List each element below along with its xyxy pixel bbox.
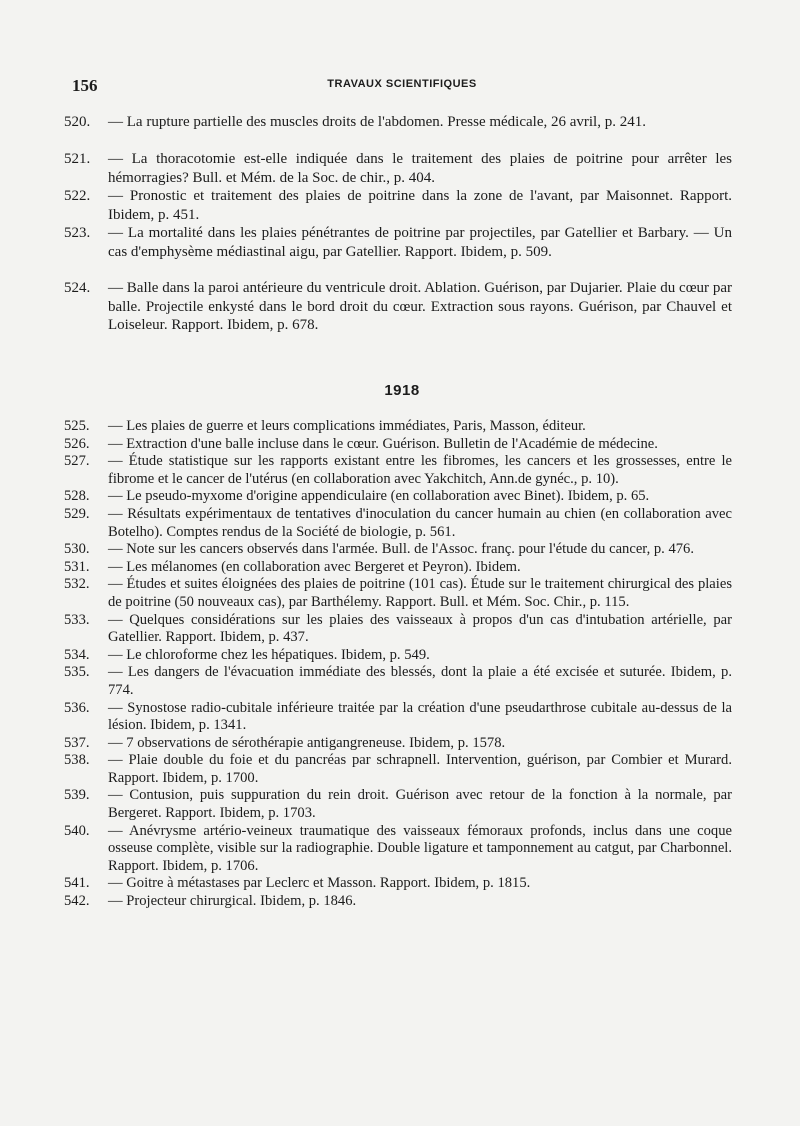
bibliography-entry — [64, 752, 732, 787]
entries-1918-section — [64, 418, 732, 911]
bibliography-entry — [64, 488, 732, 506]
bibliography-entry — [64, 576, 732, 611]
entry-number: 538. — [64, 752, 90, 769]
entry-number: 528. — [64, 488, 90, 505]
entry-number: 521. — [64, 151, 91, 167]
bibliography-entry — [64, 435, 732, 454]
entry-number: 535. — [64, 664, 90, 681]
running-title: TRAVAUX SCIENTIFIQUES — [327, 78, 477, 90]
entry-number: 527. — [64, 453, 90, 470]
bibliography-entry — [64, 418, 732, 436]
entry-number: 539. — [64, 787, 90, 804]
year-heading: 1918 — [384, 382, 420, 399]
entry-number: 536. — [64, 699, 90, 716]
bibliography-entry — [64, 558, 732, 577]
page-header — [72, 76, 732, 96]
entry-text: — La thoracotomie est-elle indiquée dans le traitement des plaies de poitrine pour arrêter les hémorragies? Bull. et Mém. de la Soc. de chir., p. 404. — [108, 151, 732, 186]
entry-text: — Balle dans la paroi antérieure du ventricule droit. Ablation. Guérison, par Dujarier. Plaie du cœur par balle. Projectile enkysté dans le bord droit du cœur. Extraction sous rayons. Guérison, par Chauvel et Loiseleur. Rapport. Ibidem, p. 678. — [108, 280, 732, 333]
bibliography-entry — [64, 734, 732, 753]
entry-number: 522. — [64, 188, 91, 204]
bibliography-entry — [64, 453, 732, 488]
bibliography-entry — [64, 279, 732, 354]
entry-number: 531. — [64, 558, 90, 575]
entry-number: 524. — [64, 280, 91, 296]
entry-number: 542. — [64, 893, 90, 910]
entry-number: 532. — [64, 576, 90, 593]
entry-text: — Synostose radio-cubitale inférieure traitée par la création d'une pseudarthrose cubitale au-dessus de la lésion. Ibidem, p. 1341. — [108, 699, 732, 734]
entry-number: 540. — [64, 822, 90, 839]
entry-text: — Les plaies de guerre et leurs complications immédiates, Paris, Masson, éditeur. — [108, 418, 586, 434]
entry-number: 530. — [64, 541, 90, 558]
entry-number: 537. — [64, 734, 90, 751]
bibliography-entry — [64, 187, 732, 224]
entry-text: — Goitre à métastases par Leclerc et Masson. Rapport. Ibidem, p. 1815. — [108, 875, 531, 892]
entry-text: — Plaie double du foie et du pancréas par schrapnell. Intervention, guérison, par Combier et Murard. Rapport. Ibidem, p. 1700. — [108, 752, 732, 786]
bibliography-entry — [64, 541, 732, 559]
bibliography-entry — [64, 113, 732, 150]
entry-text: — Études et suites éloignées des plaies de poitrine (101 cas). Étude sur le traitement chirurgical des plaies de poitrine (50 nouveaux cas), par Barthélemy. Rapport. Bull. et Mém. Soc. Chir., p. 115. — [108, 576, 732, 610]
entry-text: — Contusion, puis suppuration du rein droit. Guérison avec retour de la fonction à la normale, par Bergeret. Rapport. Ibidem, p. 1703. — [108, 787, 732, 822]
bibliography-entry — [64, 664, 732, 699]
bibliography-entry — [64, 875, 732, 893]
bibliography-entry — [64, 611, 732, 647]
bibliography-entry — [64, 787, 732, 822]
entry-number: 541. — [64, 875, 90, 892]
entry-text: — 7 observations de sérothérapie antigangreneuse. Ibidem, p. 1578. — [108, 734, 506, 751]
entry-number: 526. — [64, 435, 90, 452]
entry-text: — Quelques considérations sur les plaies des vaisseaux à propos d'un cas d'intubation artérielle, par Gatellier. Rapport. Ibidem, p. 437. — [108, 611, 732, 646]
entry-text: — Les mélanomes (en collaboration avec Bergeret et Peyron). Ibidem. — [108, 558, 521, 575]
entry-text: — Anévrysme artério-veineux traumatique des vaisseaux fémoraux profonds, inclus dans une coque osseuse complète, visible sur la radiographie. Double ligature et tamponnement au catgut, par Charbonnel. Rapport. Ibidem, p. 1706. — [108, 822, 732, 874]
bibliography-entry — [64, 893, 732, 911]
entry-number: 525. — [64, 418, 90, 434]
entry-number: 523. — [64, 225, 91, 241]
entry-text: — La mortalité dans les plaies pénétrantes de poitrine par projectiles, par Gatellier et Barbary. — Un cas d'emphysème médiastinal aigu, par Gatellier. Rapport. Ibidem, p. 509. — [108, 225, 732, 260]
entry-text: — Projecteur chirurgical. Ibidem, p. 1846. — [108, 893, 357, 910]
bibliography-entry — [64, 224, 732, 279]
bibliography-entry — [64, 646, 732, 665]
entry-text: — Pronostic et traitement des plaies de poitrine dans la zone de l'avant, par Maisonnet. Rapport. Ibidem, p. 451. — [108, 188, 732, 223]
bibliography-entry — [64, 822, 732, 876]
entry-text: — Le chloroforme chez les hépatiques. Ibidem, p. 549. — [108, 646, 430, 663]
entries-1917-section — [64, 113, 732, 354]
entry-number: 520. — [64, 114, 91, 130]
entry-text: — Les dangers de l'évacuation immédiate des blessés, dont la plaie a été excisée et suturée. Ibidem, p. 774. — [108, 664, 732, 698]
entry-text: — Résultats expérimentaux de tentatives d'inoculation du cancer humain au chien (en collaboration avec Botelho). Comptes rendus de la Société de biologie, p. 561. — [108, 505, 732, 540]
bibliography-entry — [64, 150, 732, 187]
entry-text: — Le pseudo-myxome d'origine appendiculaire (en collaboration avec Binet). Ibidem, p. 65. — [108, 488, 650, 505]
entry-text: — La rupture partielle des muscles droits de l'abdomen. Presse médicale, 26 avril, p. 241. — [108, 114, 646, 130]
entry-number: 533. — [64, 611, 90, 628]
bibliography-entry — [64, 505, 732, 541]
entry-text: — Étude statistique sur les rapports existant entre les fibromes, les cancers et les grossesses, entre le fibrome et le cancer de l'utérus (en collaboration avec Yakchitch, Ann.de gynéc., p. 10). — [108, 453, 732, 487]
bibliography-entry — [64, 699, 732, 735]
entry-text: — Note sur les cancers observés dans l'armée. Bull. de l'Assoc. franç. pour l'étude du cancer, p. 476. — [108, 541, 695, 558]
entry-number: 529. — [64, 505, 90, 522]
page-number: 156 — [72, 76, 98, 95]
entry-number: 534. — [64, 646, 90, 663]
entry-text: — Extraction d'une balle incluse dans le cœur. Guérison. Bulletin de l'Académie de médecine. — [108, 435, 658, 452]
